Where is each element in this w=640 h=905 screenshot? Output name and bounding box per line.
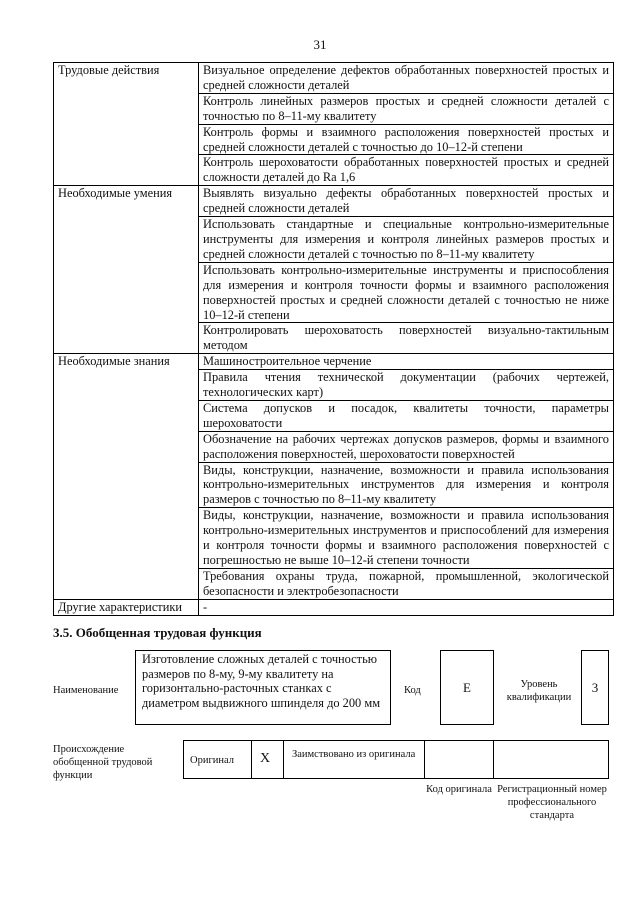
function-name-box [135,650,391,725]
row-value: Система допусков и посадок, квалитеты точности, параметры шероховатости [199,400,614,431]
function-name: Изготовление сложных деталей с точностью размеров по 8-му, 9-му квалитету на горизонтально-расточных станках с диаметром выдвижного шпинделя до 200 мм [142,652,381,710]
name-label: Наименование [53,685,119,696]
row-value: Использовать контрольно-измерительные инструменты и приспособления для измерения и контроля точности формы и взаимного расположения поверхностей простых и средней сложности деталей с точностью не ниже 10–12-й степени [199,262,614,323]
row-label: Другие характеристики [54,599,199,615]
competency-table [53,62,614,616]
row-label: Необходимые умения [54,186,199,354]
row-value: Визуальное определение дефектов обработанных поверхностей простых и средней сложности деталей [199,63,614,94]
row-label: Необходимые знания [54,354,199,600]
row-value: Обозначение на рабочих чертежах допусков размеров, формы и взаимного расположения поверхностей, шероховатости поверхностей [199,431,614,462]
row-value: Контролировать шероховатость поверхностей визуально-тактильным методом [199,323,614,354]
row-value: Правила чтения технической документации (рабочих чертежей, технологических карт) [199,370,614,401]
section-title: 3.5. Обобщенная трудовая функция [53,625,262,640]
row-value: Виды, конструкции, назначение, возможности и правила использования контрольно-измерительных инструментов для измерения и контроля размеров с точностью по 8–11-му квалитету [199,462,614,508]
original-label: Оригинал [190,755,234,766]
code-value: E [463,679,471,695]
row-value: Контроль линейных размеров простых и средней сложности деталей с точностью по 8–11-му квалитету [199,93,614,124]
row-value: - [199,599,614,615]
row-value: Требования охраны труда, пожарной, промышленной, экологической безопасности и электробезопасности [199,568,614,599]
level-box [581,650,609,725]
table-row [54,63,614,94]
code-label: Код [404,685,421,696]
row-label: Трудовые действия [54,63,199,186]
table-row [54,599,614,615]
row-value: Выявлять визуально дефекты обработанных поверхностей простых и средней сложности деталей [199,186,614,217]
row-value: Виды, конструкции, назначение, возможности и правила использования контрольно-измерительных инструментов и приспособлений для измерения и контроля точности формы и взаимного расположения поверхностей с погрешностью не выше 10–12-й степени точности [199,508,614,569]
level-label: Уровень квалификации [506,679,572,703]
row-end [608,740,609,779]
origin-label: Происхождение обобщенной трудовой функции [53,744,153,781]
original-mark: X [260,751,271,766]
code-original-cell [424,740,494,779]
row-value: Машиностроительное черчение [199,354,614,370]
code-box [440,650,494,725]
table-row [54,354,614,370]
code-original-label: Код оригинала [426,784,492,795]
table-row [54,186,614,217]
row-value: Контроль формы и взаимного расположения поверхностей простых и средней сложности деталей с точностью до 10–12-й степени [199,124,614,155]
reg-number-label: Регистрационный номер профессионального стандарта [497,784,607,821]
borrowed-label: Заимствовано из оригинала [292,749,416,760]
level-value: 3 [591,679,599,695]
row-value: Контроль шероховатости обработанных поверхностей простых и средней сложности деталей до Ra 1,6 [199,155,614,186]
page-number: 31 [313,37,327,52]
row-value: Использовать стандартные и специальные контрольно-измерительные инструменты для измерения и контроля линейных размеров простых и средней сложности деталей с точностью по 8–11-му квалитету [199,217,614,263]
